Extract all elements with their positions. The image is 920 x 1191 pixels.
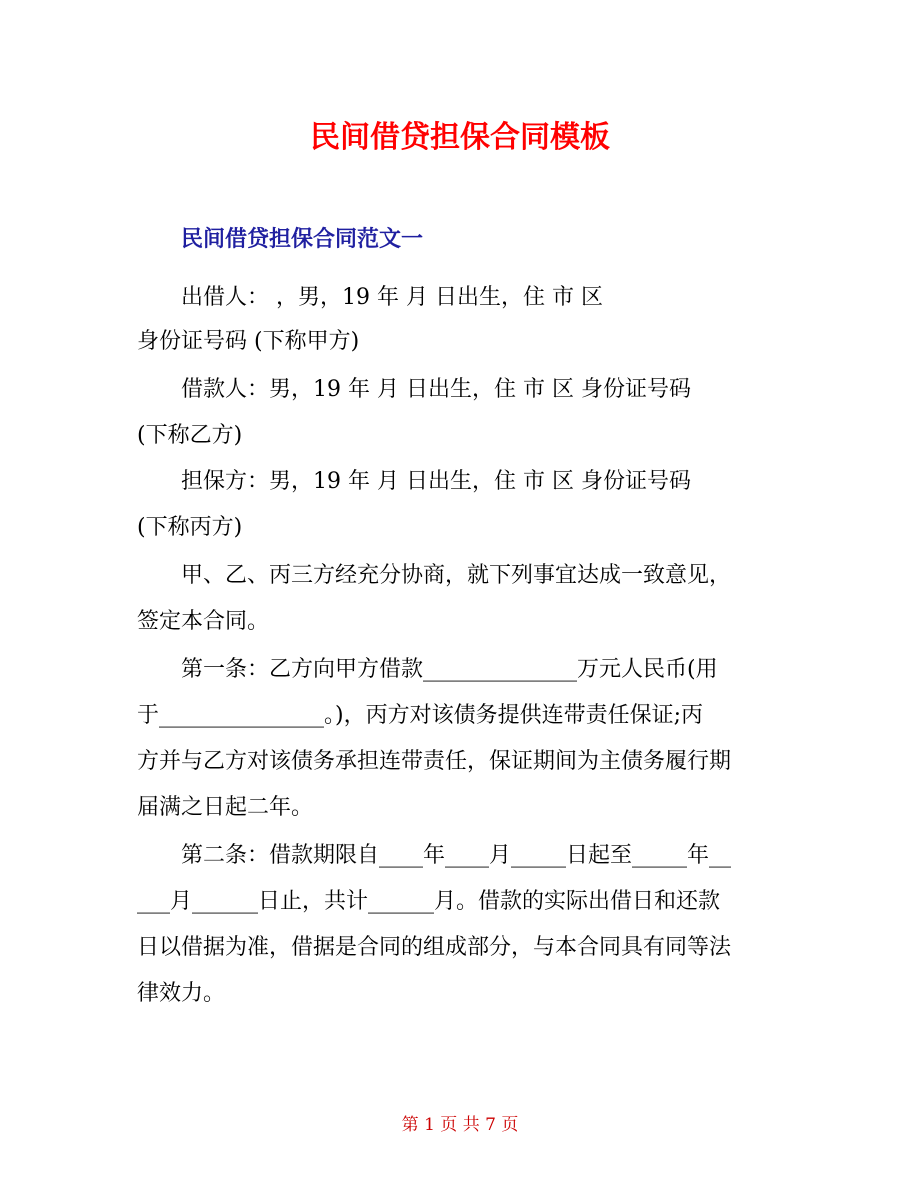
paragraph-borrower-alias-line: (下称乙方) — [137, 423, 243, 448]
article-two-line-1: 第二条：借款期限自____年____月_____日起至_____年__ — [181, 843, 732, 868]
paragraph-borrower-line: 借款人：男，19 年 月 日出生，住 市 区 身份证号码 — [181, 377, 691, 402]
article-two-line-4: 律效力。 — [137, 981, 226, 1006]
paragraph-guarantor-alias-line: (下称丙方) — [137, 515, 243, 540]
document-title: 民间借贷担保合同模板 — [310, 120, 610, 155]
article-one-line-2: 于_______________。)，丙方对该债务提供连带责任保证;丙 — [137, 703, 703, 728]
paragraph-agreement-end-line: 签定本合同。 — [137, 609, 270, 634]
article-two-line-2: ___月______日止，共计______月。借款的实际出借日和还款 — [137, 889, 721, 914]
paragraph-agreement-line: 甲、乙、丙三方经充分协商，就下列事宜达成一致意见， — [181, 563, 732, 588]
article-two-line-3: 日以借据为准，借据是合同的组成部分，与本合同具有同等法 — [137, 935, 732, 960]
article-one-line-1: 第一条：乙方向甲方借款______________万元人民币(用 — [181, 657, 718, 682]
page-indicator: 第 1 页 共 7 页 — [401, 1115, 519, 1135]
paragraph-lender-line: 出借人： ，男，19 年 月 日出生，住 市 区 — [181, 285, 603, 310]
section-heading: 民间借贷担保合同范文一 — [181, 227, 424, 252]
paragraph-lender-id-line: 身份证号码 (下称甲方) — [137, 329, 360, 354]
paragraph-guarantor-line: 担保方：男，19 年 月 日出生，住 市 区 身份证号码 — [181, 469, 691, 494]
article-one-line-3: 方并与乙方对该债务承担连带责任，保证期间为主债务履行期 — [137, 749, 732, 774]
article-one-line-4: 届满之日起二年。 — [137, 795, 314, 820]
